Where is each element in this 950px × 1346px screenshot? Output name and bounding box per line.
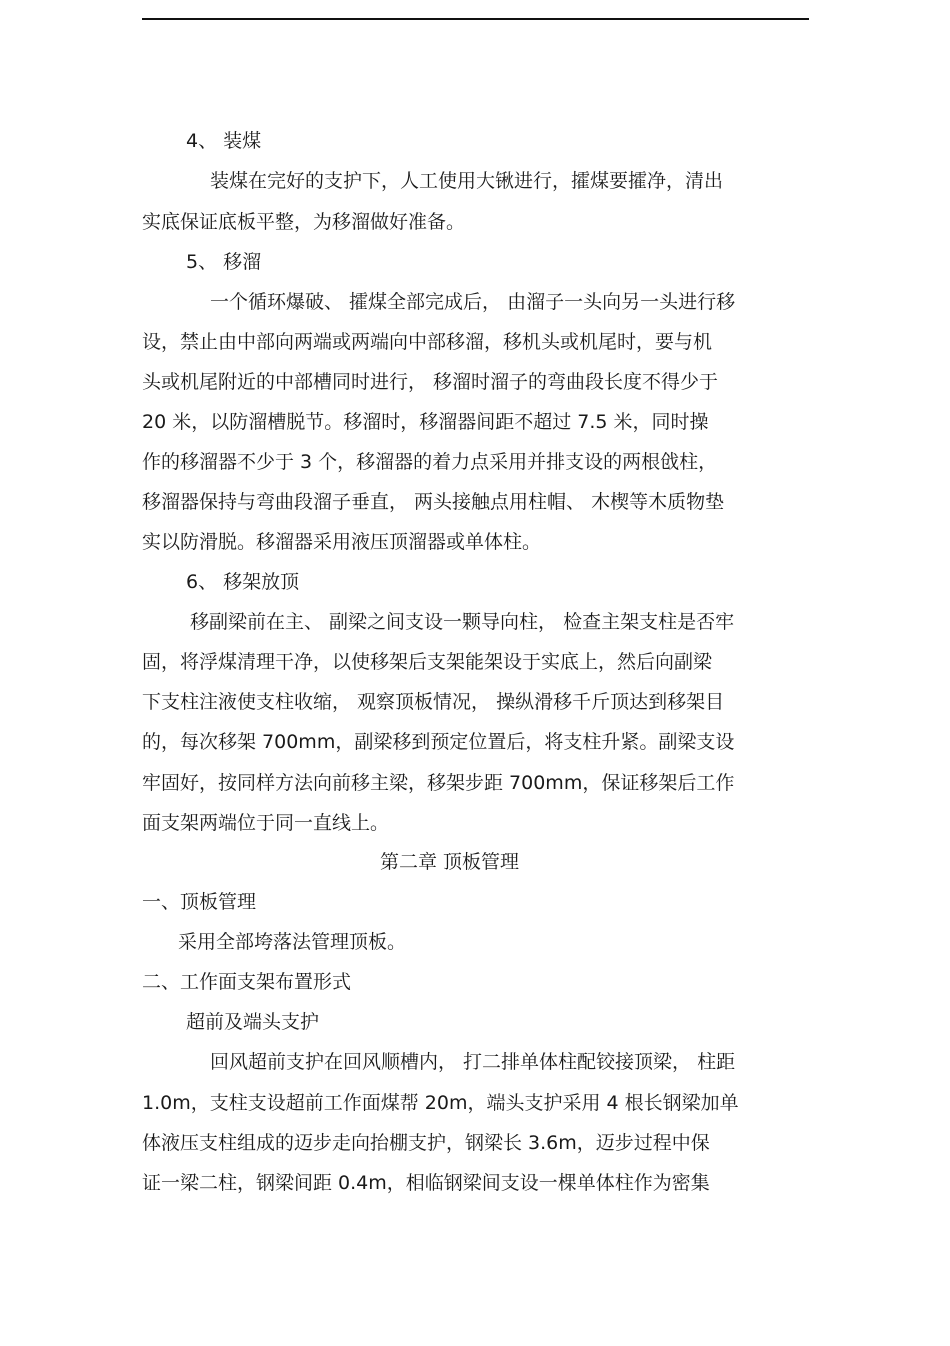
paragraph-line: 移溜器保持与弯曲段溜子垂直， 两头接触点用柱帽、 木楔等木质物垫 [142,491,725,513]
paragraph-line: 采用全部垮落法管理顶板。 [178,931,407,953]
paragraph-line: 实以防滑脱。移溜器采用液压顶溜器或单体柱。 [142,531,542,553]
paragraph-line: 证一梁二柱，钢梁间距 0.4m，相临钢梁间支设一棵单体柱作为密集 [142,1172,710,1194]
paragraph-line: 体液压支柱组成的迈步走向抬棚支护，钢梁长 3.6m，迈步过程中保 [142,1132,710,1154]
paragraph-line: 设，禁止由中部向两端或两端向中部移溜，移机头或机尾时，要与机 [142,331,713,353]
paragraph-line: 装煤在完好的支护下，人工使用大锹进行，攉煤要攉净，清出 [210,170,724,192]
paragraph-line: 面支架两端位于同一直线上。 [142,812,390,834]
subsection-heading-2: 二、工作面支架布置形式 [142,971,352,993]
paragraph-line: 的，每次移架 700mm，副梁移到预定位置后，将支柱升紧。副梁支设 [142,731,735,753]
section-heading-4: 4、 装煤 [186,130,262,152]
chapter-title: 第二章 顶板管理 [380,851,520,873]
paragraph-line: 下支柱注液使支柱收缩， 观察顶板情况， 操纵滑移千斤顶达到移架目 [142,691,725,713]
paragraph-line: 作的移溜器不少于 3 个，移溜器的着力点采用并排支设的两根戗柱， [142,451,718,473]
paragraph-line: 头或机尾附近的中部槽同时进行， 移溜时溜子的弯曲段长度不得少于 [142,371,719,393]
paragraph-line: 固，将浮煤清理干净，以使移架后支架能架设于实底上，然后向副梁 [142,651,713,673]
paragraph-line: 实底保证底板平整，为移溜做好准备。 [142,211,466,233]
paragraph-line: 牢固好，按同样方法向前移主梁，移架步距 700mm，保证移架后工作 [142,772,735,794]
section-heading-5: 5、 移溜 [186,251,262,273]
paragraph-line: 一个循环爆破、 攉煤全部完成后， 由溜子一头向另一头进行移 [210,291,736,313]
paragraph-line: 回风超前支护在回风顺槽内， 打二排单体柱配铰接顶梁， 柱距 [210,1051,736,1073]
subsection-title: 超前及端头支护 [186,1011,320,1033]
paragraph-line: 移副梁前在主、 副梁之间支设一颗导向柱， 检查主架支柱是否牢 [190,611,735,633]
header-rule [142,18,809,20]
paragraph-line: 1.0m，支柱支设超前工作面煤帮 20m，端头支护采用 4 根长钢梁加单 [142,1092,739,1114]
section-heading-6: 6、 移架放顶 [186,571,300,593]
paragraph-line: 20 米，以防溜槽脱节。移溜时，移溜器间距不超过 7.5 米，同时操 [142,411,709,433]
subsection-heading-1: 一、顶板管理 [142,891,257,913]
